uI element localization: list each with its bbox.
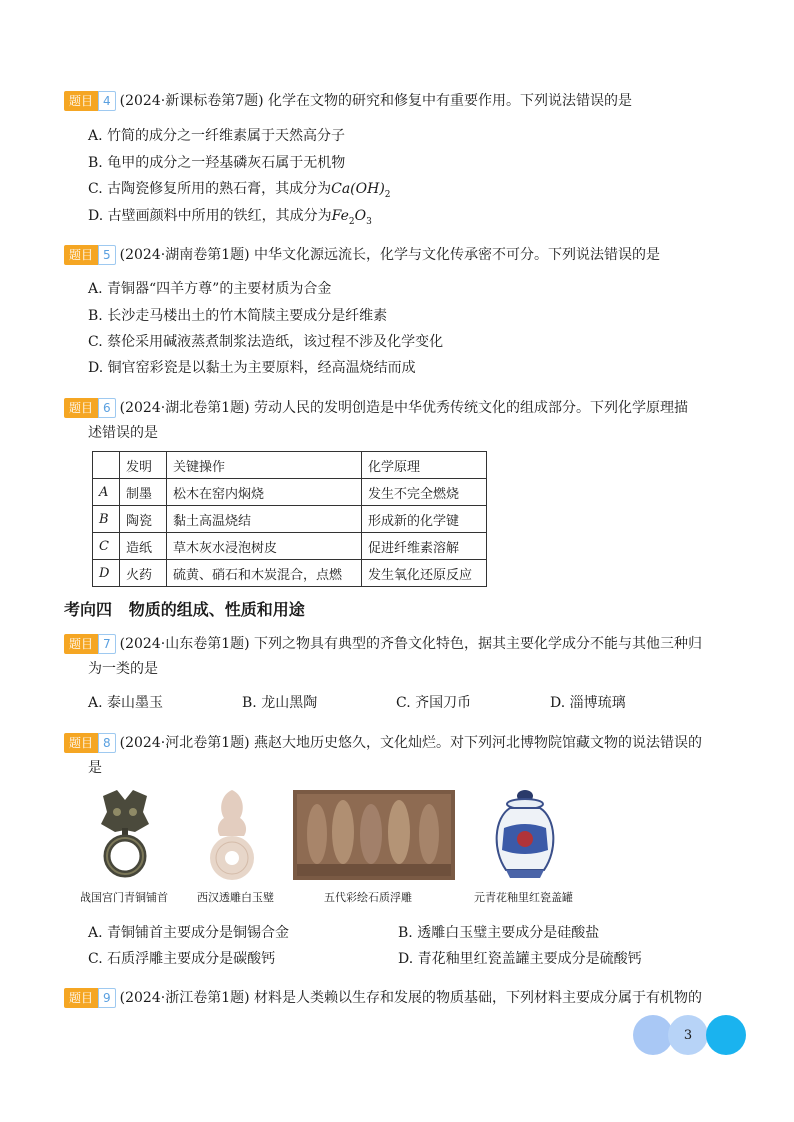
bronze-door-knocker-image xyxy=(95,790,155,880)
option-c: C. 石质浮雕主要成分是碳酸钙 xyxy=(88,951,276,967)
table-cell: C xyxy=(93,533,120,560)
page-decoration-circle xyxy=(633,1015,673,1055)
option-c xyxy=(88,178,391,206)
table-cell: 陶瓷 xyxy=(120,506,167,533)
page-number-circle xyxy=(668,1015,708,1055)
question-badge xyxy=(64,91,116,111)
badge-label: 题目 xyxy=(64,988,98,1008)
question-stem: (2024·湖南卷第1题) 中华文化源远流长，化学与文化传承密不可分。下列说法错误的是 xyxy=(119,247,661,263)
formula-subscript: 2 xyxy=(348,216,355,227)
table-cell: 制墨 xyxy=(120,479,167,506)
table-cell: 发明 xyxy=(120,452,167,479)
page-decoration-circle xyxy=(706,1015,746,1055)
badge-number: 9 xyxy=(98,988,116,1008)
option-b: B. 龟甲的成分之一羟基磷灰石属于无机物 xyxy=(88,155,346,171)
table-row xyxy=(93,506,487,533)
option-a: A. 青铜器“四羊方尊”的主要材质为合金 xyxy=(88,281,332,297)
table-cell: 硫黄、硝石和木炭混合，点燃 xyxy=(167,560,362,587)
table-cell: 促进纤维素溶解 xyxy=(362,533,487,560)
question-badge xyxy=(64,733,116,753)
table-cell: 化学原理 xyxy=(362,452,487,479)
options-row xyxy=(88,692,754,714)
table-cell: 关键操作 xyxy=(167,452,362,479)
question-5 xyxy=(64,243,754,267)
badge-number: 6 xyxy=(98,398,116,418)
badge-label: 题目 xyxy=(64,634,98,654)
badge-number: 4 xyxy=(98,91,116,111)
question-7 xyxy=(64,632,754,682)
question-stem-continued: 述错误的是 xyxy=(88,425,158,441)
option-a: A. 竹简的成分之一纤维素属于天然高分子 xyxy=(88,128,346,144)
image-caption: 西汉透雕白玉璧 xyxy=(197,891,274,904)
option-d: D. 淄博琉璃 xyxy=(550,695,626,711)
question-stem: (2024·新课标卷第7题) 化学在文物的研究和修复中有重要作用。下列说法错误的是 xyxy=(119,93,633,109)
formula-subscript: 2 xyxy=(384,189,391,200)
question-9 xyxy=(64,986,754,1010)
question-stem: (2024·浙江卷第1题) 材料是人类赖以生存和发展的物质基础，下列材料主要成分属于有机物的 xyxy=(119,990,703,1006)
table-row xyxy=(93,533,487,560)
badge-number: 7 xyxy=(98,634,116,654)
option-d: D. 铜官窑彩瓷是以黏土为主要原料，经高温烧结而成 xyxy=(88,360,416,376)
question-stem: (2024·山东卷第1题) 下列之物具有典型的齐鲁文化特色，据其主要化学成分不能与其他三种归 xyxy=(119,636,703,652)
chemical-formula: Ca(OH) xyxy=(331,181,385,197)
option-d xyxy=(88,205,372,233)
option-text: C. 古陶瓷修复所用的熟石膏，其成分为 xyxy=(88,181,332,197)
badge-number: 5 xyxy=(98,245,116,265)
table-cell xyxy=(93,452,120,479)
table-row xyxy=(93,560,487,587)
question-8 xyxy=(64,731,754,781)
table-cell: A xyxy=(93,479,120,506)
question-badge xyxy=(64,634,116,654)
porcelain-jar-image xyxy=(490,790,560,882)
table-cell: 黏土高温烧结 xyxy=(167,506,362,533)
table-row xyxy=(93,479,487,506)
table-cell: 松木在窑内焖烧 xyxy=(167,479,362,506)
option-c: C. 齐国刀币 xyxy=(396,695,472,711)
formula-subscript: 3 xyxy=(366,216,372,227)
jade-bi-disc-image xyxy=(210,790,254,882)
question-stem: (2024·湖北卷第1题) 劳动人民的发明创造是中华优秀传统文化的组成部分。下列化学原理描 xyxy=(119,400,689,416)
table-header-row xyxy=(93,452,487,479)
question-stem: (2024·河北卷第1题) 燕赵大地历史悠久，文化灿烂。对下列河北博物院馆藏文物的说法错误的 xyxy=(119,735,703,751)
table-cell: D xyxy=(93,560,120,587)
table-cell: 发生氧化还原反应 xyxy=(362,560,487,587)
badge-label: 题目 xyxy=(64,733,98,753)
option-b: B. 透雕白玉璧主要成分是硅酸盐 xyxy=(398,925,600,941)
options-row xyxy=(88,948,754,970)
option-text: D. 古壁画颜料中所用的铁红，其成分为 xyxy=(88,208,332,224)
question-badge xyxy=(64,245,116,265)
badge-number: 8 xyxy=(98,733,116,753)
section-heading: 考向四 物质的组成、性质和用途 xyxy=(64,600,305,619)
options-row xyxy=(88,922,754,944)
table-cell: 发生不完全燃烧 xyxy=(362,479,487,506)
question-6 xyxy=(64,396,754,446)
table-cell: 火药 xyxy=(120,560,167,587)
table-cell: B xyxy=(93,506,120,533)
table-cell: 草木灰水浸泡树皮 xyxy=(167,533,362,560)
page-number: 3 xyxy=(683,1027,693,1043)
question-4 xyxy=(64,89,754,113)
option-a: A. 泰山墨玉 xyxy=(88,695,164,711)
image-caption: 元青花釉里红瓷盖罐 xyxy=(474,891,573,904)
image-caption: 战国宫门青铜铺首 xyxy=(80,891,168,904)
option-b: B. 龙山黑陶 xyxy=(242,695,318,711)
question-stem-continued: 是 xyxy=(88,760,102,776)
option-a: A. 青铜铺首主要成分是铜锡合金 xyxy=(88,925,290,941)
chemical-formula: O xyxy=(354,208,367,224)
option-c: C. 蔡伦采用碱液蒸煮制浆法造纸，该过程不涉及化学变化 xyxy=(88,334,444,350)
table-cell: 形成新的化学键 xyxy=(362,506,487,533)
invention-table xyxy=(92,451,487,587)
stone-relief-image xyxy=(293,790,455,880)
image-caption: 五代彩绘石质浮雕 xyxy=(324,891,412,904)
badge-label: 题目 xyxy=(64,398,98,418)
question-badge xyxy=(64,398,116,418)
question-stem-continued: 为一类的是 xyxy=(88,661,158,677)
option-b: B. 长沙走马楼出土的竹木简牍主要成分是纤维素 xyxy=(88,308,388,324)
question-badge xyxy=(64,988,116,1008)
table-cell: 造纸 xyxy=(120,533,167,560)
option-d: D. 青花釉里红瓷盖罐主要成分是硫酸钙 xyxy=(398,951,642,967)
badge-label: 题目 xyxy=(64,245,98,265)
badge-label: 题目 xyxy=(64,91,98,111)
chemical-formula: Fe xyxy=(331,208,349,224)
